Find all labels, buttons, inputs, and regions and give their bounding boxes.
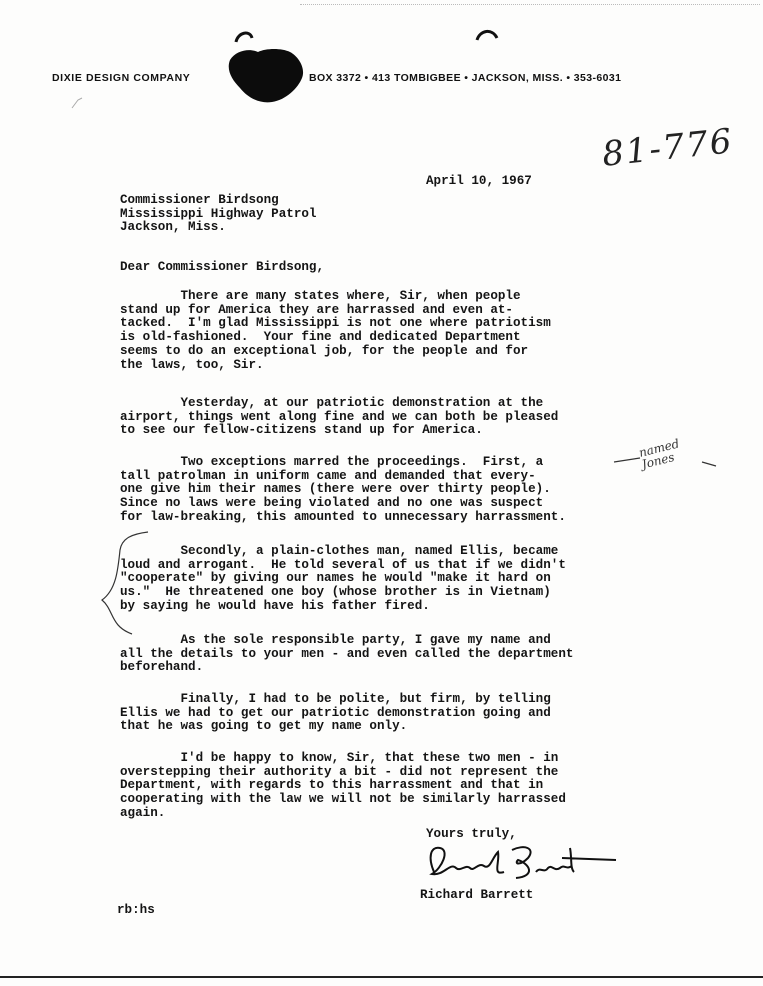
p3-line-1: Two exceptions marred the proceedings. First, a [120, 455, 544, 469]
closing: Yours truly, [426, 827, 517, 841]
p7-line-2: overstepping their authority a bit - did not represent the [120, 764, 559, 779]
p5-line-3: beforehand. [120, 660, 204, 675]
recipient-line-1: Commissioner Birdsong [120, 193, 279, 207]
p6-line-1: Finally, I had to be polite, but firm, by telling [120, 692, 551, 706]
recipient-line-3: Jackson, Miss. [120, 220, 226, 235]
bottom-page-edge [0, 976, 763, 978]
handwritten-reference-number: 81-776 [600, 121, 736, 175]
letterhead-company: DIXIE DESIGN COMPANY [52, 72, 191, 84]
p5-line-2: all the details to your men - and even called the department [120, 646, 574, 661]
p7-line-4: cooperating with the law we will not be similarly harrassed [120, 792, 566, 807]
p1-line-3: tacked. I'm glad Mississippi is not one where patriotism [120, 316, 551, 331]
company-logo-icon [224, 28, 314, 108]
letterhead-address: BOX 3372 • 413 TOMBIGBEE • JACKSON, MISS. • 353-6031 [309, 72, 622, 84]
p7-line-1: I'd be happy to know, Sir, that these two men - in [120, 751, 559, 765]
margin-dash-icon [612, 456, 642, 464]
paragraph-1 [120, 290, 551, 372]
pencil-mark-icon [68, 92, 88, 112]
signatory-name: Richard Barrett [420, 888, 534, 902]
p6-line-3: that he was going to get my name only. [120, 719, 408, 734]
paragraph-2 [120, 397, 558, 438]
typist-initials: rb:hs [117, 903, 155, 917]
p2-line-3: to see our fellow-citizens stand up for America. [120, 423, 483, 438]
paragraph-6 [120, 693, 551, 734]
p7-line-5: again. [120, 805, 166, 820]
salutation: Dear Commissioner Birdsong, [120, 260, 325, 274]
signature-icon [420, 838, 620, 890]
letter-date: April 10, 1967 [426, 174, 532, 188]
paragraph-4 [120, 545, 566, 614]
p1-line-2: stand up for America they are harrassed and even at- [120, 302, 513, 317]
p3-line-3: one give him their names (there were over thirty people). [120, 482, 551, 497]
p3-line-4: Since no laws were being violated and no one was suspect [120, 496, 544, 511]
paragraph-3 [120, 456, 566, 525]
p5-line-1: As the sole responsible party, I gave my name and [120, 633, 551, 647]
p4-line-5: by saying he would have his father fired. [120, 598, 430, 613]
handwritten-margin-note: named Jones [637, 436, 681, 472]
p1-line-6: the laws, too, Sir. [120, 357, 264, 372]
recipient-address [120, 194, 317, 235]
p4-line-1: Secondly, a plain-clothes man, named Ellis, became [120, 544, 559, 558]
p1-line-1: There are many states where, Sir, when people [120, 289, 521, 303]
p2-line-2: airport, things went along fine and we can both be pleased [120, 409, 559, 424]
p4-line-2: loud and arrogant. He told several of us that if we didn't [120, 557, 566, 572]
logo-fragment-icon [474, 28, 500, 44]
recipient-line-2: Mississippi Highway Patrol [120, 206, 317, 221]
p4-line-3: "cooperate" by giving our names he would "make it hard on [120, 571, 551, 586]
paragraph-5 [120, 634, 573, 675]
top-dotted-edge [300, 4, 760, 5]
handwritten-bracket-icon [92, 530, 152, 640]
margin-dash-icon-2 [700, 460, 718, 468]
p3-line-2: tall patrolman in uniform came and demanded that every- [120, 468, 536, 483]
p4-line-4: us." He threatened one boy (whose brother is in Vietnam) [120, 585, 551, 600]
p3-line-5: for law-breaking, this amounted to unnecessary harrassment. [120, 509, 566, 524]
p6-line-2: Ellis we had to get our patriotic demonstration going and [120, 705, 551, 720]
p7-line-3: Department, with regards to this harrassment and that in [120, 778, 544, 793]
paragraph-7 [120, 752, 566, 821]
p1-line-5: seems to do an exceptional job, for the people and for [120, 343, 529, 358]
p2-line-1: Yesterday, at our patriotic demonstration at the [120, 396, 544, 410]
p1-line-4: is old-fashioned. Your fine and dedicated Department [120, 330, 521, 345]
